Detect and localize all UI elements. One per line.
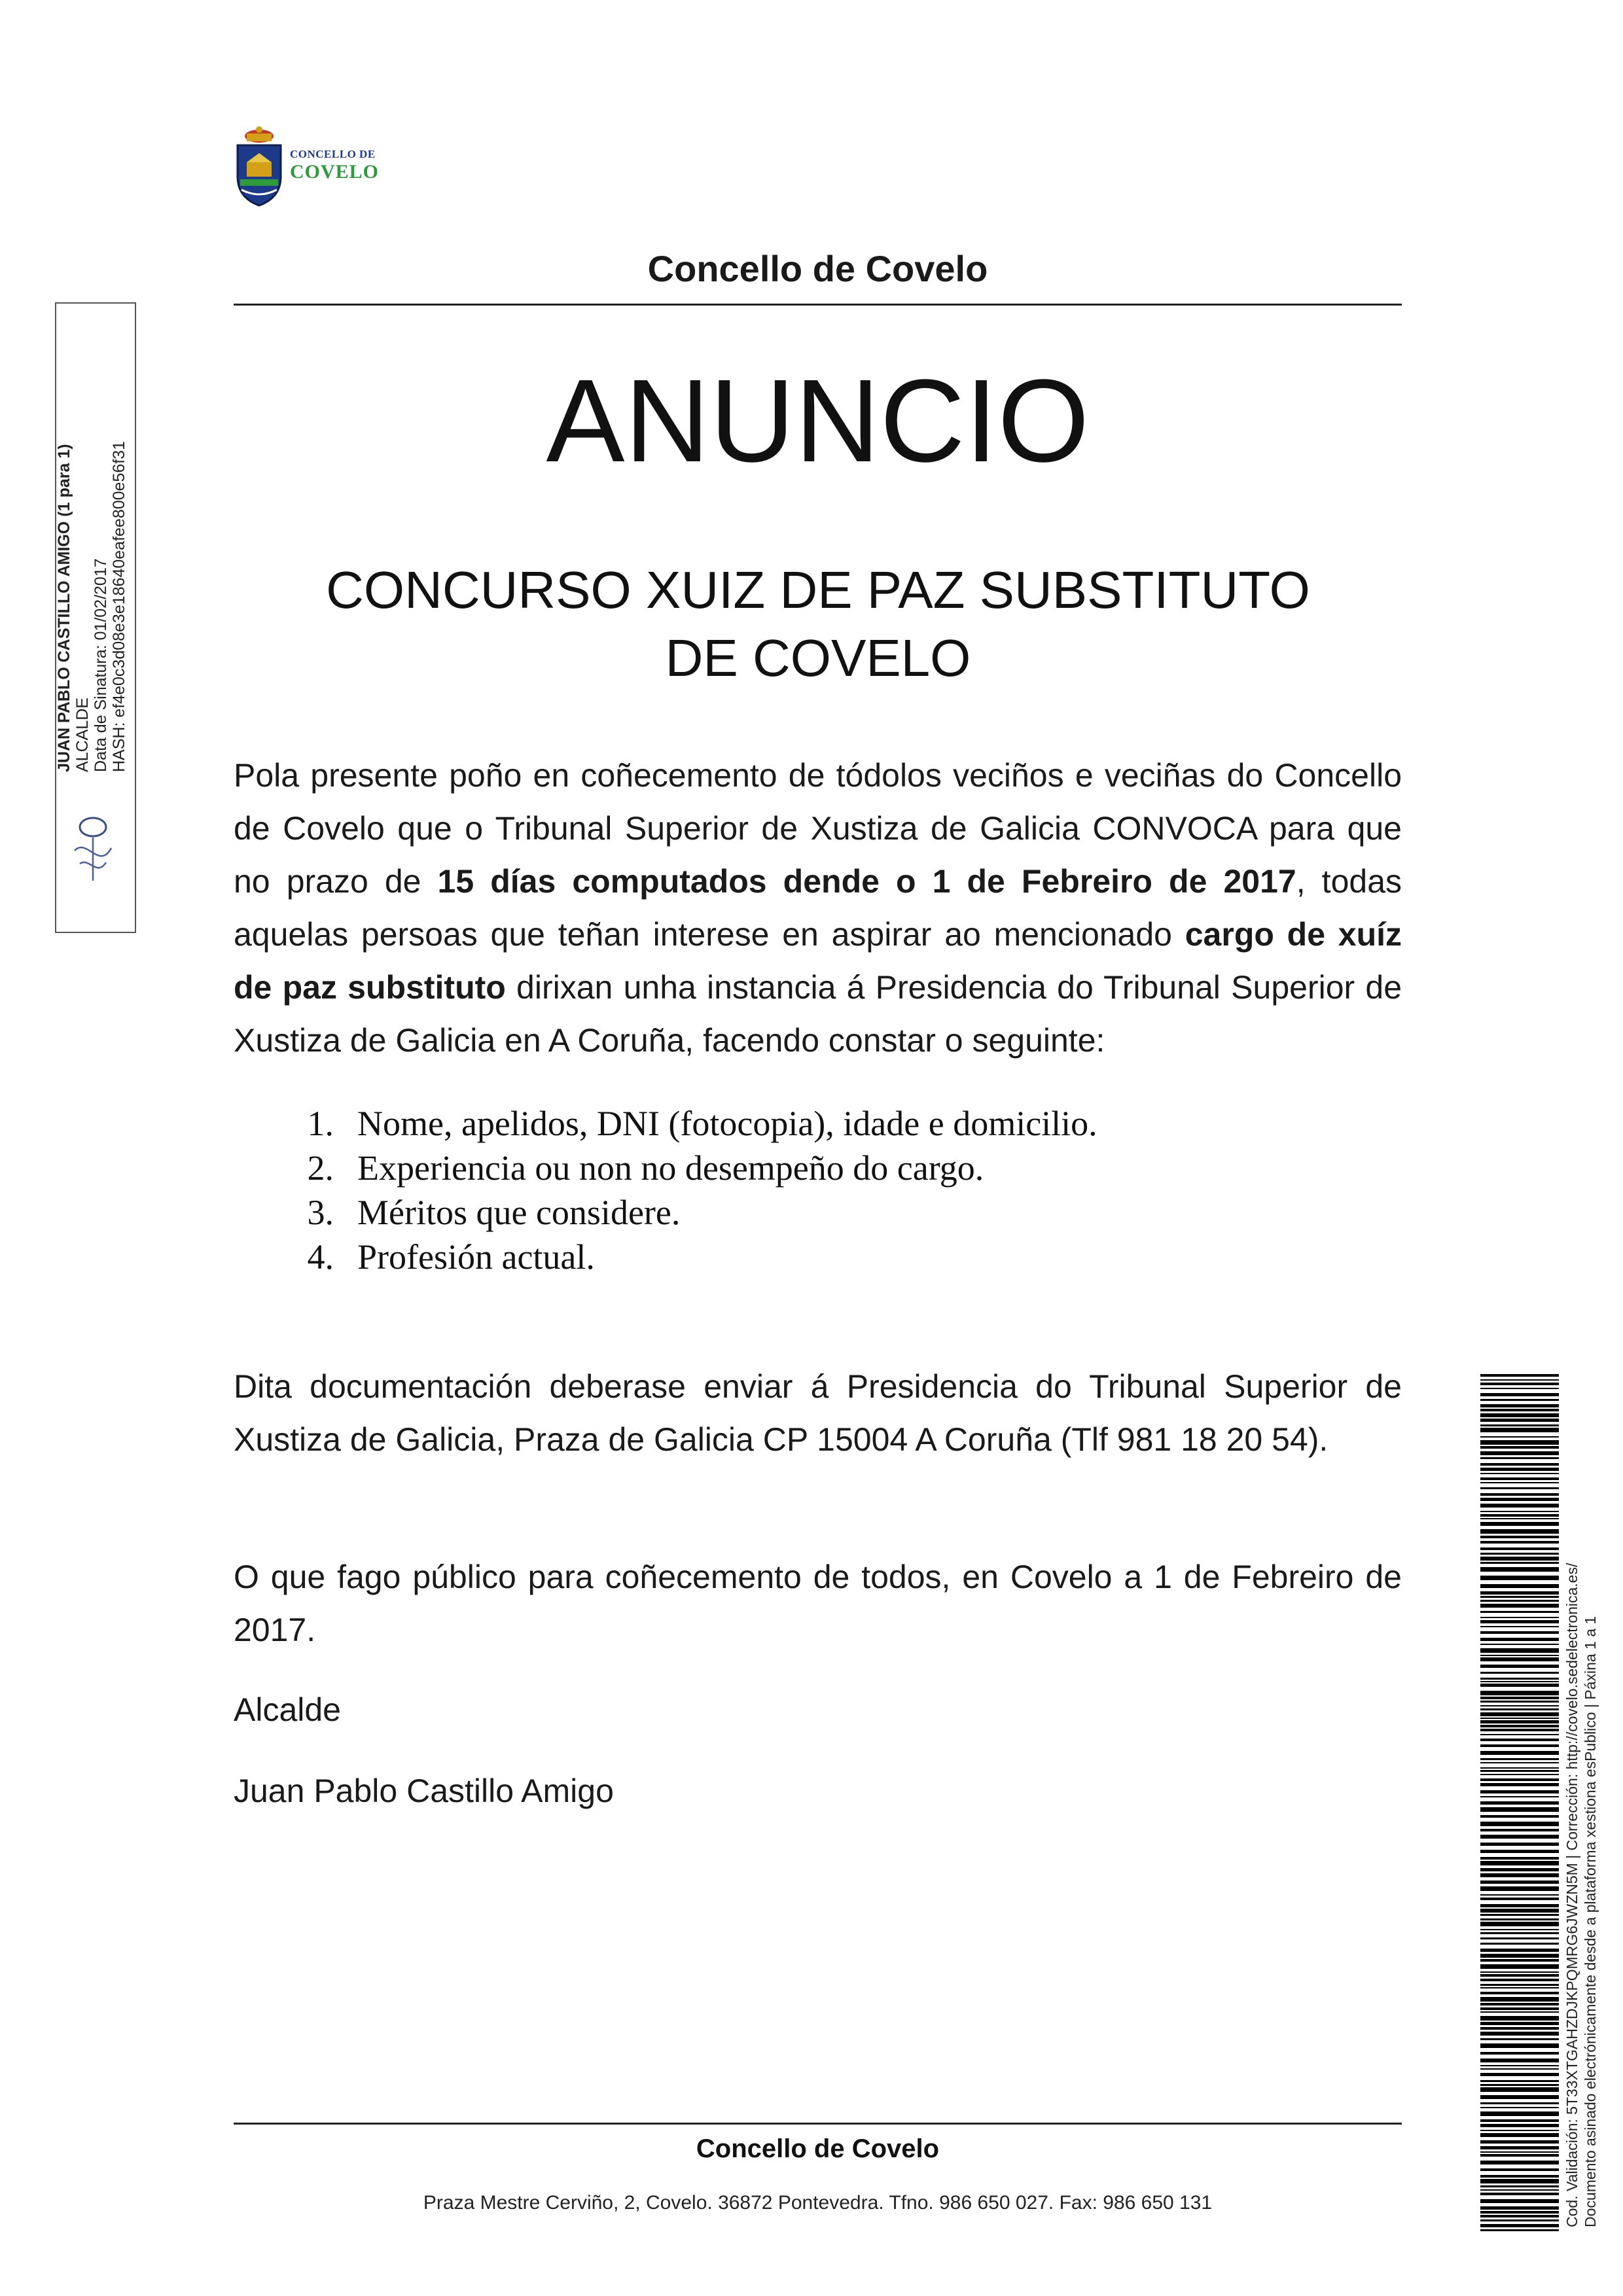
barcode-bar — [1480, 2095, 1559, 2099]
requirement-item — [268, 1101, 1315, 1146]
barcode-bar — [1480, 2199, 1559, 2203]
barcode-bar — [1480, 1428, 1559, 1432]
barcode-bar — [1480, 2185, 1559, 2187]
validation-barcode — [1480, 1374, 1559, 2231]
barcode-bar — [1480, 1894, 1559, 1896]
barcode-bar — [1480, 1943, 1559, 1945]
barcode-bar — [1480, 2154, 1559, 2157]
barcode-bar — [1480, 1557, 1559, 1561]
barcode-bar — [1480, 1514, 1559, 1517]
barcode-bar — [1480, 1861, 1559, 1865]
footer-title: Concello de Covelo — [696, 2134, 940, 2163]
barcode-bar — [1480, 1648, 1559, 1653]
barcode-bar — [1480, 1473, 1559, 1474]
barcode-bar — [1480, 1457, 1559, 1459]
barcode-bar — [1480, 1468, 1559, 1471]
signer-name: Juan Pablo Castillo Amigo — [234, 1773, 614, 1809]
barcode-bar — [1480, 2224, 1559, 2227]
barcode-bar — [1480, 1979, 1559, 1981]
barcode-bar — [1480, 1436, 1559, 1438]
barcode-bar — [1480, 1790, 1559, 1793]
barcode-bar — [1480, 1529, 1559, 1534]
barcode-bar — [1480, 1758, 1559, 1760]
requirement-item — [268, 1235, 1315, 1279]
header-title: Concello de Covelo — [647, 248, 988, 289]
barcode-bar — [1480, 1446, 1559, 1449]
barcode-bar — [1480, 2151, 1559, 2153]
barcode-bar — [1480, 2003, 1559, 2005]
barcode-bar — [1480, 2058, 1559, 2062]
barcode-bar — [1480, 1576, 1559, 1580]
barcode-bar — [1480, 1451, 1559, 1455]
barcode-bar — [1480, 1705, 1559, 1706]
barcode-bar — [1480, 2102, 1559, 2104]
barcode-bar — [1480, 1744, 1559, 1747]
barcode-bar — [1480, 1739, 1559, 1741]
barcode-bar — [1480, 1678, 1559, 1680]
barcode-bar — [1480, 1701, 1559, 1703]
signer-role: Alcalde — [234, 1691, 341, 1728]
requirement-number: 1. — [307, 1104, 334, 1143]
barcode-bar — [1480, 1868, 1559, 1871]
barcode-bar — [1480, 1562, 1559, 1564]
barcode-bar — [1480, 1617, 1559, 1618]
barcode-bar — [1480, 1498, 1559, 1501]
barcode-bar — [1480, 1762, 1559, 1763]
barcode-bar — [1480, 1691, 1559, 1695]
barcode-bar — [1480, 1440, 1559, 1445]
barcode-bar — [1480, 2016, 1559, 2021]
barcode-bar — [1480, 1734, 1559, 1735]
barcode-bar — [1480, 1904, 1559, 1907]
barcode-bar — [1480, 2073, 1559, 2076]
barcode-bar — [1480, 1541, 1559, 1544]
barcode-bar — [1480, 2087, 1559, 2092]
barcode-bar — [1480, 1600, 1559, 1602]
barcode-bar — [1480, 1971, 1559, 1973]
barcode-bar — [1480, 2032, 1559, 2036]
barcode-bar — [1480, 2175, 1559, 2178]
barcode-bar — [1480, 1409, 1559, 1411]
barcode-bar — [1480, 1937, 1559, 1939]
paragraph-text-run: , todas aquelas persoas que teñan interese en aspirar ao mencionado — [234, 863, 1402, 953]
paragraph-text-run: Pola presente poño en coñecemento de tódolos veciños e veciñas do Concello de Covelo que o Tribunal Superior de Xustiza de Galicia CONVOCA para que no prazo de — [234, 757, 1402, 900]
requirement-item — [268, 1146, 1315, 1190]
barcode-bar — [1480, 1774, 1559, 1775]
barcode-bar — [1480, 1511, 1559, 1512]
barcode-bar — [1480, 1987, 1559, 1988]
barcode-bar — [1480, 2189, 1559, 2191]
barcode-bar — [1480, 1778, 1559, 1781]
barcode-bar — [1480, 1954, 1559, 1958]
barcode-bar — [1480, 1388, 1559, 1389]
validation-platform: Documento asinado electrónicamente desde a plataforma xestiona esPublico | Páxina 1 a 1 — [1582, 1616, 1599, 2227]
barcode-bar — [1480, 1684, 1559, 1687]
barcode-bar — [1480, 1672, 1559, 1674]
barcode-bar — [1480, 1949, 1559, 1952]
barcode-bar — [1480, 1909, 1559, 1913]
barcode-bar — [1480, 1712, 1559, 1716]
paragraph-documentation — [234, 1360, 1402, 1466]
barcode-bar — [1480, 1720, 1559, 1723]
barcode-bar — [1480, 1850, 1559, 1853]
requirement-text: Nome, apelidos, DNI (fotocopia), idade e domicilio. — [357, 1104, 1097, 1143]
barcode-bar — [1480, 1665, 1559, 1668]
requirement-item — [268, 1190, 1315, 1235]
requirement-text: Experiencia ou non no desempeño do cargo. — [357, 1148, 984, 1188]
barcode-bar — [1480, 2179, 1559, 2183]
signature-role: ALCALDE — [73, 698, 92, 772]
barcode-bar — [1480, 1857, 1559, 1860]
barcode-bar — [1480, 1881, 1559, 1884]
barcode-bar — [1480, 1477, 1559, 1480]
footer-divider — [234, 2123, 1402, 2125]
barcode-bar — [1480, 1843, 1559, 1846]
document-subtitle: CONCURSO XUIZ DE PAZ SUBSTITUTO DE COVELO — [326, 561, 1310, 687]
barcode-bar — [1480, 1536, 1559, 1538]
barcode-bar — [1480, 1393, 1559, 1396]
barcode-bar — [1480, 2111, 1559, 2116]
paragraph-public-notice — [234, 1551, 1402, 1657]
signature-date: Data de Sinatura: 01/02/2017 — [92, 558, 110, 772]
paragraph-public-notice-text: O que fago público para coñecemento de todos, en Covelo a 1 de Febreiro de 2017. — [234, 1559, 1402, 1648]
barcode-bar — [1480, 2065, 1559, 2066]
barcode-bar — [1480, 1631, 1559, 1634]
requirement-number: 3. — [307, 1193, 334, 1232]
paragraph-documentation-text: Dita documentación deberase enviar á Presidencia do Tribunal Superior de Xustiza de Galicia, Praza de Galicia CP 15004 A Coruña (Tlf 981 18 20 54). — [234, 1368, 1402, 1458]
barcode-bar — [1480, 2146, 1559, 2149]
barcode-bar — [1480, 1604, 1559, 1608]
signature-signer: JUAN PABLO CASTILLO AMIGO (1 para 1) — [55, 444, 73, 772]
paragraph-convocation — [234, 749, 1402, 1067]
barcode-bar — [1480, 1725, 1559, 1727]
logo-text-line1: CONCELLO DE — [290, 148, 376, 160]
barcode-bar — [1480, 2140, 1559, 2144]
barcode-bar — [1480, 1929, 1559, 1930]
requirement-number: 4. — [307, 1237, 334, 1277]
barcode-bar — [1480, 2219, 1559, 2221]
barcode-bar — [1480, 1922, 1559, 1926]
barcode-bar — [1480, 1482, 1559, 1483]
header-divider — [234, 304, 1402, 306]
validation-code: Cod. Validación: 5T33XTGAHZDJKPQMRG6JWZN5M | Corrección: http://covelo.sedelectronica.es/ — [1563, 1563, 1580, 2227]
barcode-bar — [1480, 1801, 1559, 1805]
barcode-bar — [1480, 1974, 1559, 1977]
barcode-bar — [1480, 1404, 1559, 1407]
barcode-bar — [1480, 2211, 1559, 2214]
barcode-bar — [1480, 2043, 1559, 2048]
barcode-bar — [1480, 1873, 1559, 1877]
signature-hash: HASH: ef4e0c3d08e3e18640eafee800e56f31 — [110, 441, 128, 772]
municipal-logo — [232, 124, 389, 209]
barcode-bar — [1480, 1835, 1559, 1839]
document-title: ANUNCIO — [546, 355, 1090, 487]
barcode-bar — [1480, 1596, 1559, 1598]
barcode-bar — [1480, 2215, 1559, 2217]
barcode-bar — [1480, 1796, 1559, 1797]
barcode-bar — [1480, 2161, 1559, 2164]
footer-address: Praza Mestre Cerviño, 2, Covelo. 36872 Pontevedra. Tfno. 986 650 027. Fax: 986 650 131 — [423, 2192, 1213, 2214]
barcode-bar — [1480, 2107, 1559, 2108]
barcode-bar — [1480, 1886, 1559, 1891]
barcode-bar — [1480, 2168, 1559, 2171]
barcode-bar — [1480, 1463, 1559, 1466]
requirement-number: 2. — [307, 1148, 334, 1188]
barcode-bar — [1480, 1655, 1559, 1656]
barcode-bar — [1480, 2027, 1559, 2030]
requirement-text: Profesión actual. — [357, 1237, 595, 1277]
barcode-bar — [1480, 2229, 1559, 2231]
barcode-bar — [1480, 1829, 1559, 1831]
barcode-bar — [1480, 1567, 1559, 1572]
barcode-bar — [1480, 1419, 1559, 1422]
barcode-bar — [1480, 1638, 1559, 1641]
barcode-bar — [1480, 1984, 1559, 1986]
barcode-bar — [1480, 1959, 1559, 1962]
barcode-bar — [1480, 1399, 1559, 1401]
barcode-bar — [1480, 1767, 1559, 1769]
barcode-bar — [1480, 1383, 1559, 1385]
barcode-bar — [1480, 1770, 1559, 1772]
barcode-bar — [1480, 1413, 1559, 1417]
barcode-bar — [1480, 2068, 1559, 2070]
barcode-bar — [1480, 1822, 1559, 1826]
barcode-bar — [1480, 1807, 1559, 1812]
barcode-bar — [1480, 1620, 1559, 1623]
validation-info — [1563, 1377, 1599, 2227]
barcode-bar — [1480, 1898, 1559, 1900]
barcode-bar — [1480, 1697, 1559, 1699]
coat-of-arms-icon — [232, 124, 286, 209]
barcode-bar — [1480, 1992, 1559, 1994]
barcode-bar — [1480, 1518, 1559, 1519]
barcode-bar — [1480, 1547, 1559, 1550]
barcode-bar — [1480, 1591, 1559, 1595]
barcode-bar — [1480, 1584, 1559, 1588]
paragraph-convocation-text — [234, 749, 1402, 1067]
barcode-bar — [1480, 1626, 1559, 1627]
logo-text-line2: COVELO — [290, 161, 380, 183]
barcode-bar — [1480, 2119, 1559, 2122]
barcode-bar — [1480, 1644, 1559, 1645]
barcode-bar — [1480, 1718, 1559, 1719]
barcode-bar — [1480, 1997, 1559, 2002]
barcode-bar — [1480, 1504, 1559, 1508]
barcode-bar — [1480, 1493, 1559, 1496]
emphasis-text: 15 días computados dende o 1 de Febreiro de 2017 — [437, 863, 1296, 900]
barcode-bar — [1480, 1914, 1559, 1916]
barcode-bar — [1480, 1729, 1559, 1731]
barcode-bar — [1480, 2080, 1559, 2082]
barcode-bar — [1480, 2193, 1559, 2195]
barcode-bar — [1480, 2011, 1559, 2013]
barcode-bar — [1480, 1815, 1559, 1818]
requirement-text: Méritos que considere. — [357, 1193, 681, 1232]
barcode-bar — [1480, 1424, 1559, 1426]
barcode-bar — [1480, 1918, 1559, 1920]
requirements-list — [268, 1101, 1315, 1279]
barcode-bar — [1480, 2084, 1559, 2086]
barcode-bar — [1480, 1657, 1559, 1661]
barcode-bar — [1480, 1379, 1559, 1381]
barcode-bar — [1480, 1708, 1559, 1710]
barcode-bar — [1480, 1611, 1559, 1613]
signature-details — [55, 432, 128, 772]
barcode-bar — [1480, 2022, 1559, 2025]
barcode-bar — [1480, 1553, 1559, 1555]
barcode-bar — [1480, 1964, 1559, 1969]
barcode-bar — [1480, 2052, 1559, 2055]
barcode-bar — [1480, 2133, 1559, 2137]
barcode-bar — [1480, 1751, 1559, 1755]
barcode-bar — [1480, 1681, 1559, 1682]
paragraph-text-run: dirixan unha instancia á Presidencia do Tribunal Superior de Xustiza de Galicia en A Coruña, facendo constar o seguinte: — [234, 969, 1402, 1059]
barcode-bar — [1480, 2007, 1559, 2010]
barcode-bar — [1480, 1374, 1559, 1377]
barcode-bar — [1480, 1783, 1559, 1786]
barcode-bar — [1480, 1932, 1559, 1934]
emphasis-text: cargo de xuíz de paz substituto — [234, 916, 1402, 1006]
barcode-bar — [1480, 1487, 1559, 1489]
barcode-bar — [1480, 2124, 1559, 2127]
barcode-bar — [1480, 2130, 1559, 2131]
barcode-bar — [1480, 2038, 1559, 2040]
barcode-bar — [1480, 2206, 1559, 2210]
signature-stamp-icon — [67, 811, 119, 883]
barcode-bar — [1480, 1522, 1559, 1526]
